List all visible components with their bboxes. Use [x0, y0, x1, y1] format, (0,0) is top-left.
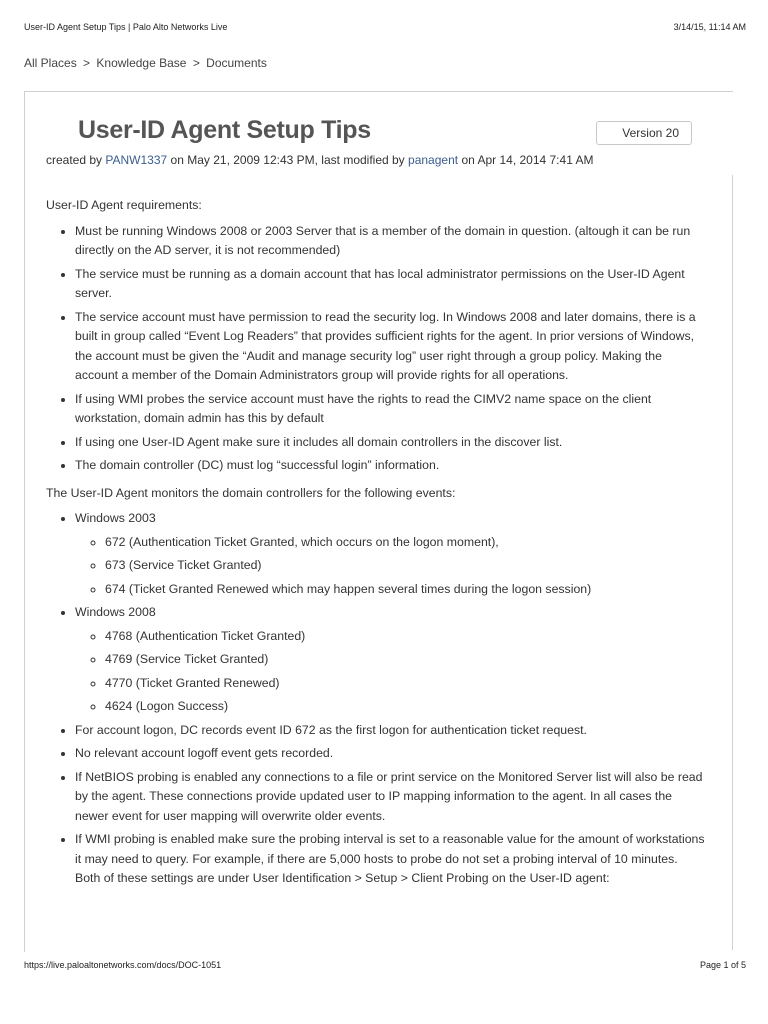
breadcrumb	[24, 56, 267, 70]
list-item-windows-2003	[75, 509, 706, 599]
list-item: • If using one User-ID Agent make sure it includes all domain controllers in the discover list.	[75, 433, 706, 453]
event-item: ◦ 4769 (Service Ticket Granted)	[105, 650, 706, 670]
modifier-link[interactable]: panagent	[408, 153, 459, 167]
page-number: Page 1 of 5	[699, 960, 746, 970]
document-meta	[46, 153, 594, 167]
panel-divider	[732, 175, 733, 950]
windows-2008-events	[75, 627, 706, 717]
meta-created-prefix: created by	[46, 153, 103, 167]
list-item: • For account logon, DC records event ID 672 as the first logon for authentication ticket request.	[75, 721, 706, 741]
meta-modified-on: on Apr 14, 2014 7:41 AM	[461, 153, 594, 167]
event-item: ◦ 672 (Authentication Ticket Granted, which occurs on the logon moment),	[105, 533, 706, 553]
creator-link[interactable]: PANW1337	[105, 153, 168, 167]
windows-2003-label: Windows 2003	[75, 511, 156, 525]
breadcrumb-knowledge-base[interactable]: Knowledge Base	[96, 56, 187, 70]
list-item: • If using WMI probes the service account must have the rights to read the CIMV2 name space on the client workstation, domain admin has this by default	[75, 390, 706, 429]
list-item: • The service account must have permission to read the security log. In Windows 2008 and later domains, there is a built in group called “Event Log Readers” that provides sufficient rights for the agent. In prior versions of Windows, the account must be given the “Audit and manage security log” user right through a group policy. Making the account a member of the Domain Administrators group will provide rights for all operations.	[75, 308, 706, 386]
document-body	[46, 196, 706, 897]
requirements-heading: User-ID Agent requirements:	[46, 198, 202, 212]
list-item: • If WMI probing is enabled make sure the probing interval is set to a reasonable value for the amount of workstations it may need to query. For example, if there are 5,000 hosts to probe do not set a probing interval of 10 minutes. Both of these settings are under User Identification > Setup > Client Probing on the User-ID agent:	[75, 830, 706, 889]
print-datetime: 3/14/15, 11:14 AM	[673, 22, 746, 32]
windows-2008-label: Windows 2008	[75, 605, 156, 619]
monitors-heading: The User-ID Agent monitors the domain controllers for the following events:	[46, 485, 456, 500]
list-item: • The domain controller (DC) must log “successful login” information.	[75, 456, 706, 476]
list-item: • The service must be running as a domain account that has local administrator permissions on the User-ID Agent server.	[75, 265, 706, 304]
requirements-list	[46, 222, 706, 476]
list-item: • Must be running Windows 2008 or 2003 Server that is a member of the domain in question. (altough it can be run directly on the AD server, it is not recommended)	[75, 222, 706, 261]
print-footer	[24, 960, 746, 970]
event-item: ◦ 4768 (Authentication Ticket Granted)	[105, 627, 706, 647]
print-url: https://live.paloaltonetworks.com/docs/DOC-1051	[24, 960, 222, 970]
breadcrumb-documents[interactable]: Documents	[206, 56, 267, 70]
event-item: ◦ 4624 (Logon Success)	[105, 697, 706, 717]
list-item: • If NetBIOS probing is enabled any connections to a file or print service on the Monitored Server list will also be read by the agent. These connections provide updated user to IP mapping information to the agent. In all cases the newer event for user mapping will overwrite older events.	[75, 768, 706, 827]
breadcrumb-separator: >	[83, 56, 91, 70]
windows-2003-events	[75, 533, 706, 600]
print-page-title: User-ID Agent Setup Tips | Palo Alto Networks Live	[24, 22, 228, 32]
event-item: ◦ 673 (Service Ticket Granted)	[105, 556, 706, 576]
event-item: ◦ 674 (Ticket Granted Renewed which may happen several times during the logon session)	[105, 580, 706, 600]
list-item: • No relevant account logoff event gets recorded.	[75, 744, 706, 764]
list-item-windows-2008	[75, 603, 706, 717]
events-list	[46, 509, 706, 889]
meta-created-on: on May 21, 2009 12:43 PM, last modified by	[170, 153, 405, 167]
breadcrumb-separator: >	[192, 56, 200, 70]
version-button[interactable]: Version 20	[596, 121, 692, 145]
breadcrumb-all-places[interactable]: All Places	[24, 56, 77, 70]
print-header	[24, 22, 746, 32]
event-item: ◦ 4770 (Ticket Granted Renewed)	[105, 674, 706, 694]
page-title: User-ID Agent Setup Tips	[78, 116, 371, 144]
